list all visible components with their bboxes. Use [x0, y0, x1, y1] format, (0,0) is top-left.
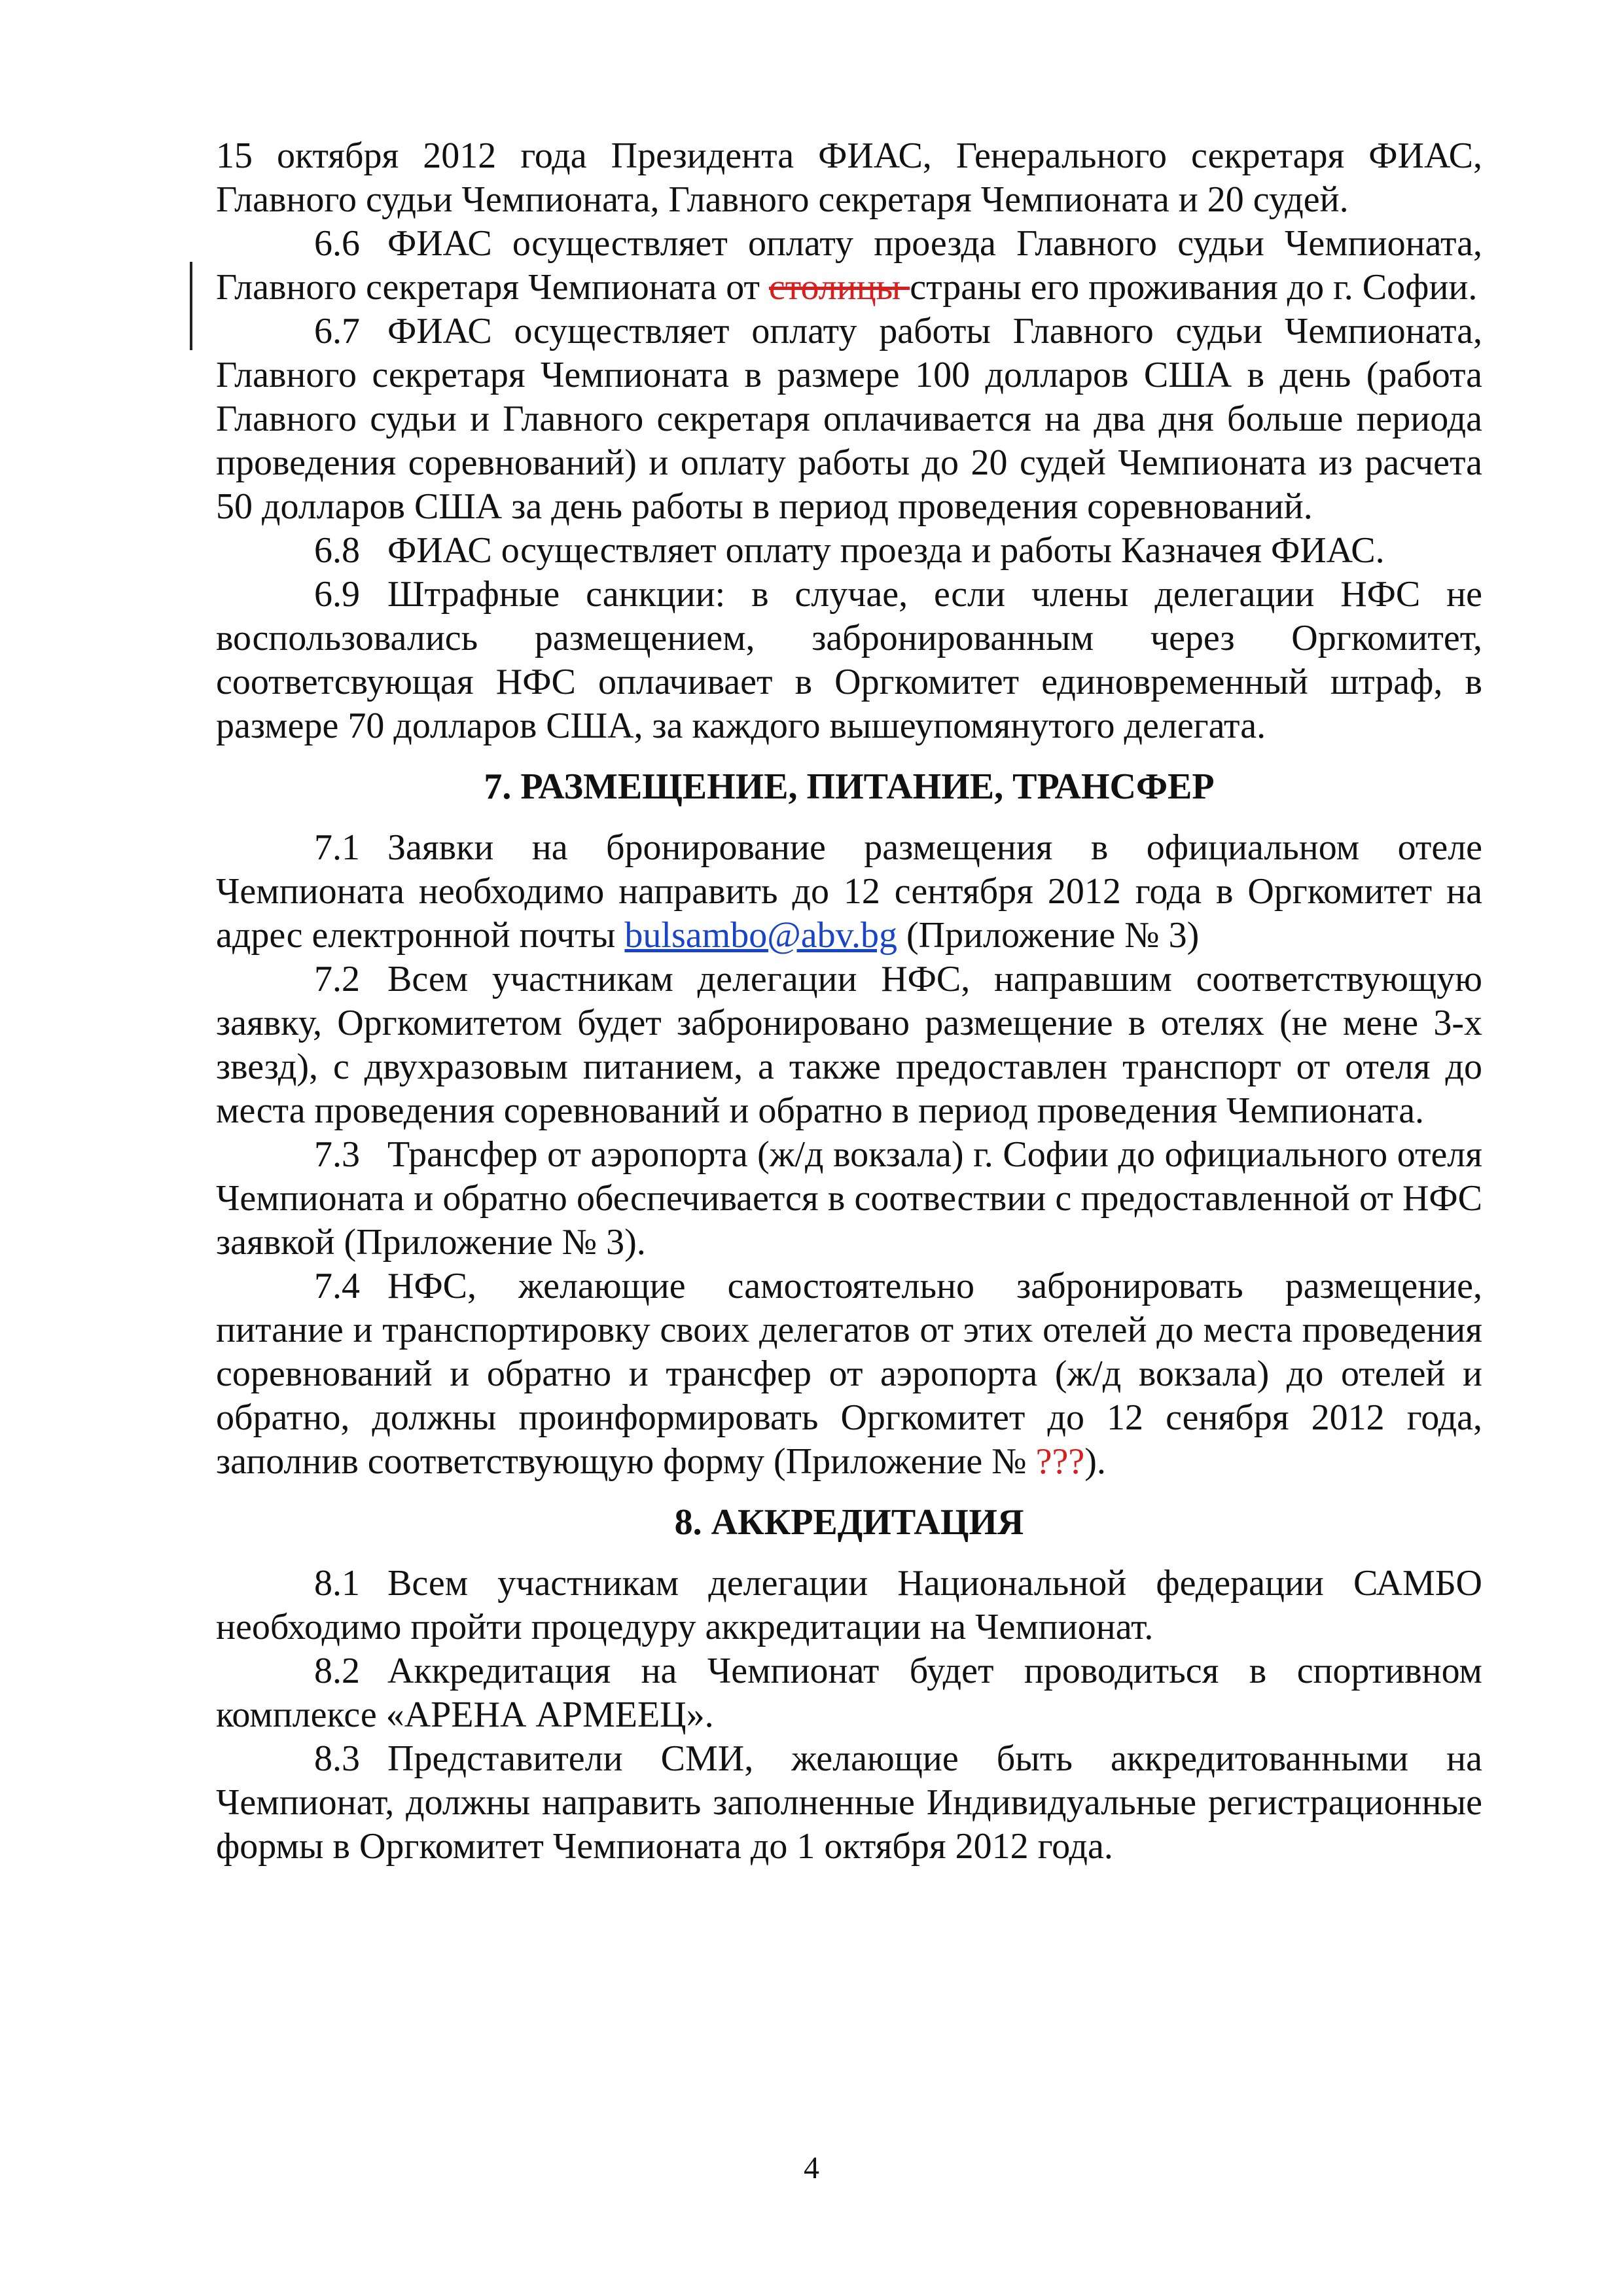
- document-page: [216, 134, 1482, 1869]
- clause-7-1: 7.1 Заявки на бронирование размещения в официальном отеле Чемпионата необходимо направить до 12 сентября 2012 года в Оргкомитет на адрес електронной почты bulsambo@abv.bg (Приложение № 3): [216, 827, 1482, 956]
- page-number: 4: [804, 2151, 819, 2185]
- clause-number: 6.8: [314, 530, 360, 571]
- unresolved-marks: ???: [1035, 1441, 1085, 1482]
- clause-8-1: 8.1 Всем участникам делегации Национальной федерации САМБО необходимо пройти процедуру аккредитации на Чемпионат.: [216, 1563, 1482, 1647]
- clause-number: 7.4: [314, 1266, 360, 1306]
- intro-paragraph: 15 октября 2012 года Президента ФИАС, Генерального секретаря ФИАС, Главного судьи Чемпионата, Главного секретаря Чемпионата и 20 судей.: [216, 135, 1482, 220]
- clause-number: 8.2: [314, 1651, 360, 1691]
- clause-8-3: 8.3 Представители СМИ, желающие быть аккредитованными на Чемпионат, должны направить заполненные Индивидуальные регистрационные формы в Оргкомитет Чемпионата до 1 октября 2012 года.: [216, 1738, 1482, 1867]
- revision-margin-bar: [190, 262, 192, 350]
- clause-7-2: 7.2 Всем участникам делегации НФС, направшим соответствующую заявку, Оргкомитетом будет забронировано размещение в отелях (не мене 3-х звезд), с двухразовым питанием, а также предоставлен транспорт от отеля до места проведения соревнований и обратно в период проведения Чемпионата.: [216, 959, 1482, 1131]
- section-8-heading: 8. АККРЕДИТАЦИЯ: [674, 1502, 1024, 1543]
- clause-number: 6.9: [314, 574, 360, 615]
- clause-6-6: 6.6 ФИАС осуществляет оплату проезда Главного судьи Чемпионата, Главного секретаря Чемпионата от столицы страны его проживания до г. Софии.: [216, 223, 1482, 308]
- section-7-heading: 7. РАЗМЕЩЕНИЕ, ПИТАНИЕ, ТРАНСФЕР: [484, 766, 1215, 807]
- clause-number: 8.3: [314, 1738, 360, 1779]
- email-link[interactable]: bulsambo@abv.bg: [624, 915, 897, 956]
- clause-number: 7.2: [314, 959, 360, 999]
- clause-number: 7.1: [314, 827, 360, 868]
- clause-number: 8.1: [314, 1563, 360, 1604]
- clause-7-4: 7.4 НФС, желающие самостоятельно забронировать размещение, питание и транспортировку своих делегатов от этих отелей до места проведения соревнований и обратно и трансфер от аэропорта (ж/д вокзала) до отелей и обратно, должны проинформировать Оргкомитет до 12 сенября 2012 года, заполнив соответствующую форму (Приложение № ???).: [216, 1266, 1482, 1482]
- clause-6-8: 6.8 ФИАС осуществляет оплату проезда и работы Казначея ФИАС.: [216, 529, 1482, 573]
- clause-number: 7.3: [314, 1134, 360, 1175]
- clause-7-3: 7.3 Трансфер от аэропорта (ж/д вокзала) г. Софии до официального отеля Чемпионата и обратно обеспечивается в соотвествии с предоставленной от НФС заявкой (Приложение № 3).: [216, 1134, 1482, 1263]
- struck-text: столицы: [768, 267, 910, 308]
- clause-6-9: 6.9 Штрафные санкции: в случае, если члены делегации НФС не воспользовались размещением, забронированным через Оргкомитет, соответсвующая НФС оплачивает в Оргкомитет единовременный штраф, в размере 70 долларов США, за каждого вышеупомянутого делегата.: [216, 574, 1482, 746]
- clause-6-7: 6.7 ФИАС осуществляет оплату работы Главного судьи Чемпионата, Главного секретаря Чемпионата в размере 100 долларов США в день (работа Главного судьи и Главного секретаря оплачивается на два дня больше периода проведения соревнований) и оплату работы до 20 судей Чемпионата из расчета 50 долларов США за день работы в период проведения соревнований.: [216, 311, 1482, 527]
- clause-number: 6.6: [314, 223, 360, 264]
- clause-8-2: 8.2 Аккредитация на Чемпионат будет проводиться в спортивном комплексе «АРЕНА АРМЕЕЦ».: [216, 1651, 1482, 1735]
- clause-number: 6.7: [314, 311, 360, 351]
